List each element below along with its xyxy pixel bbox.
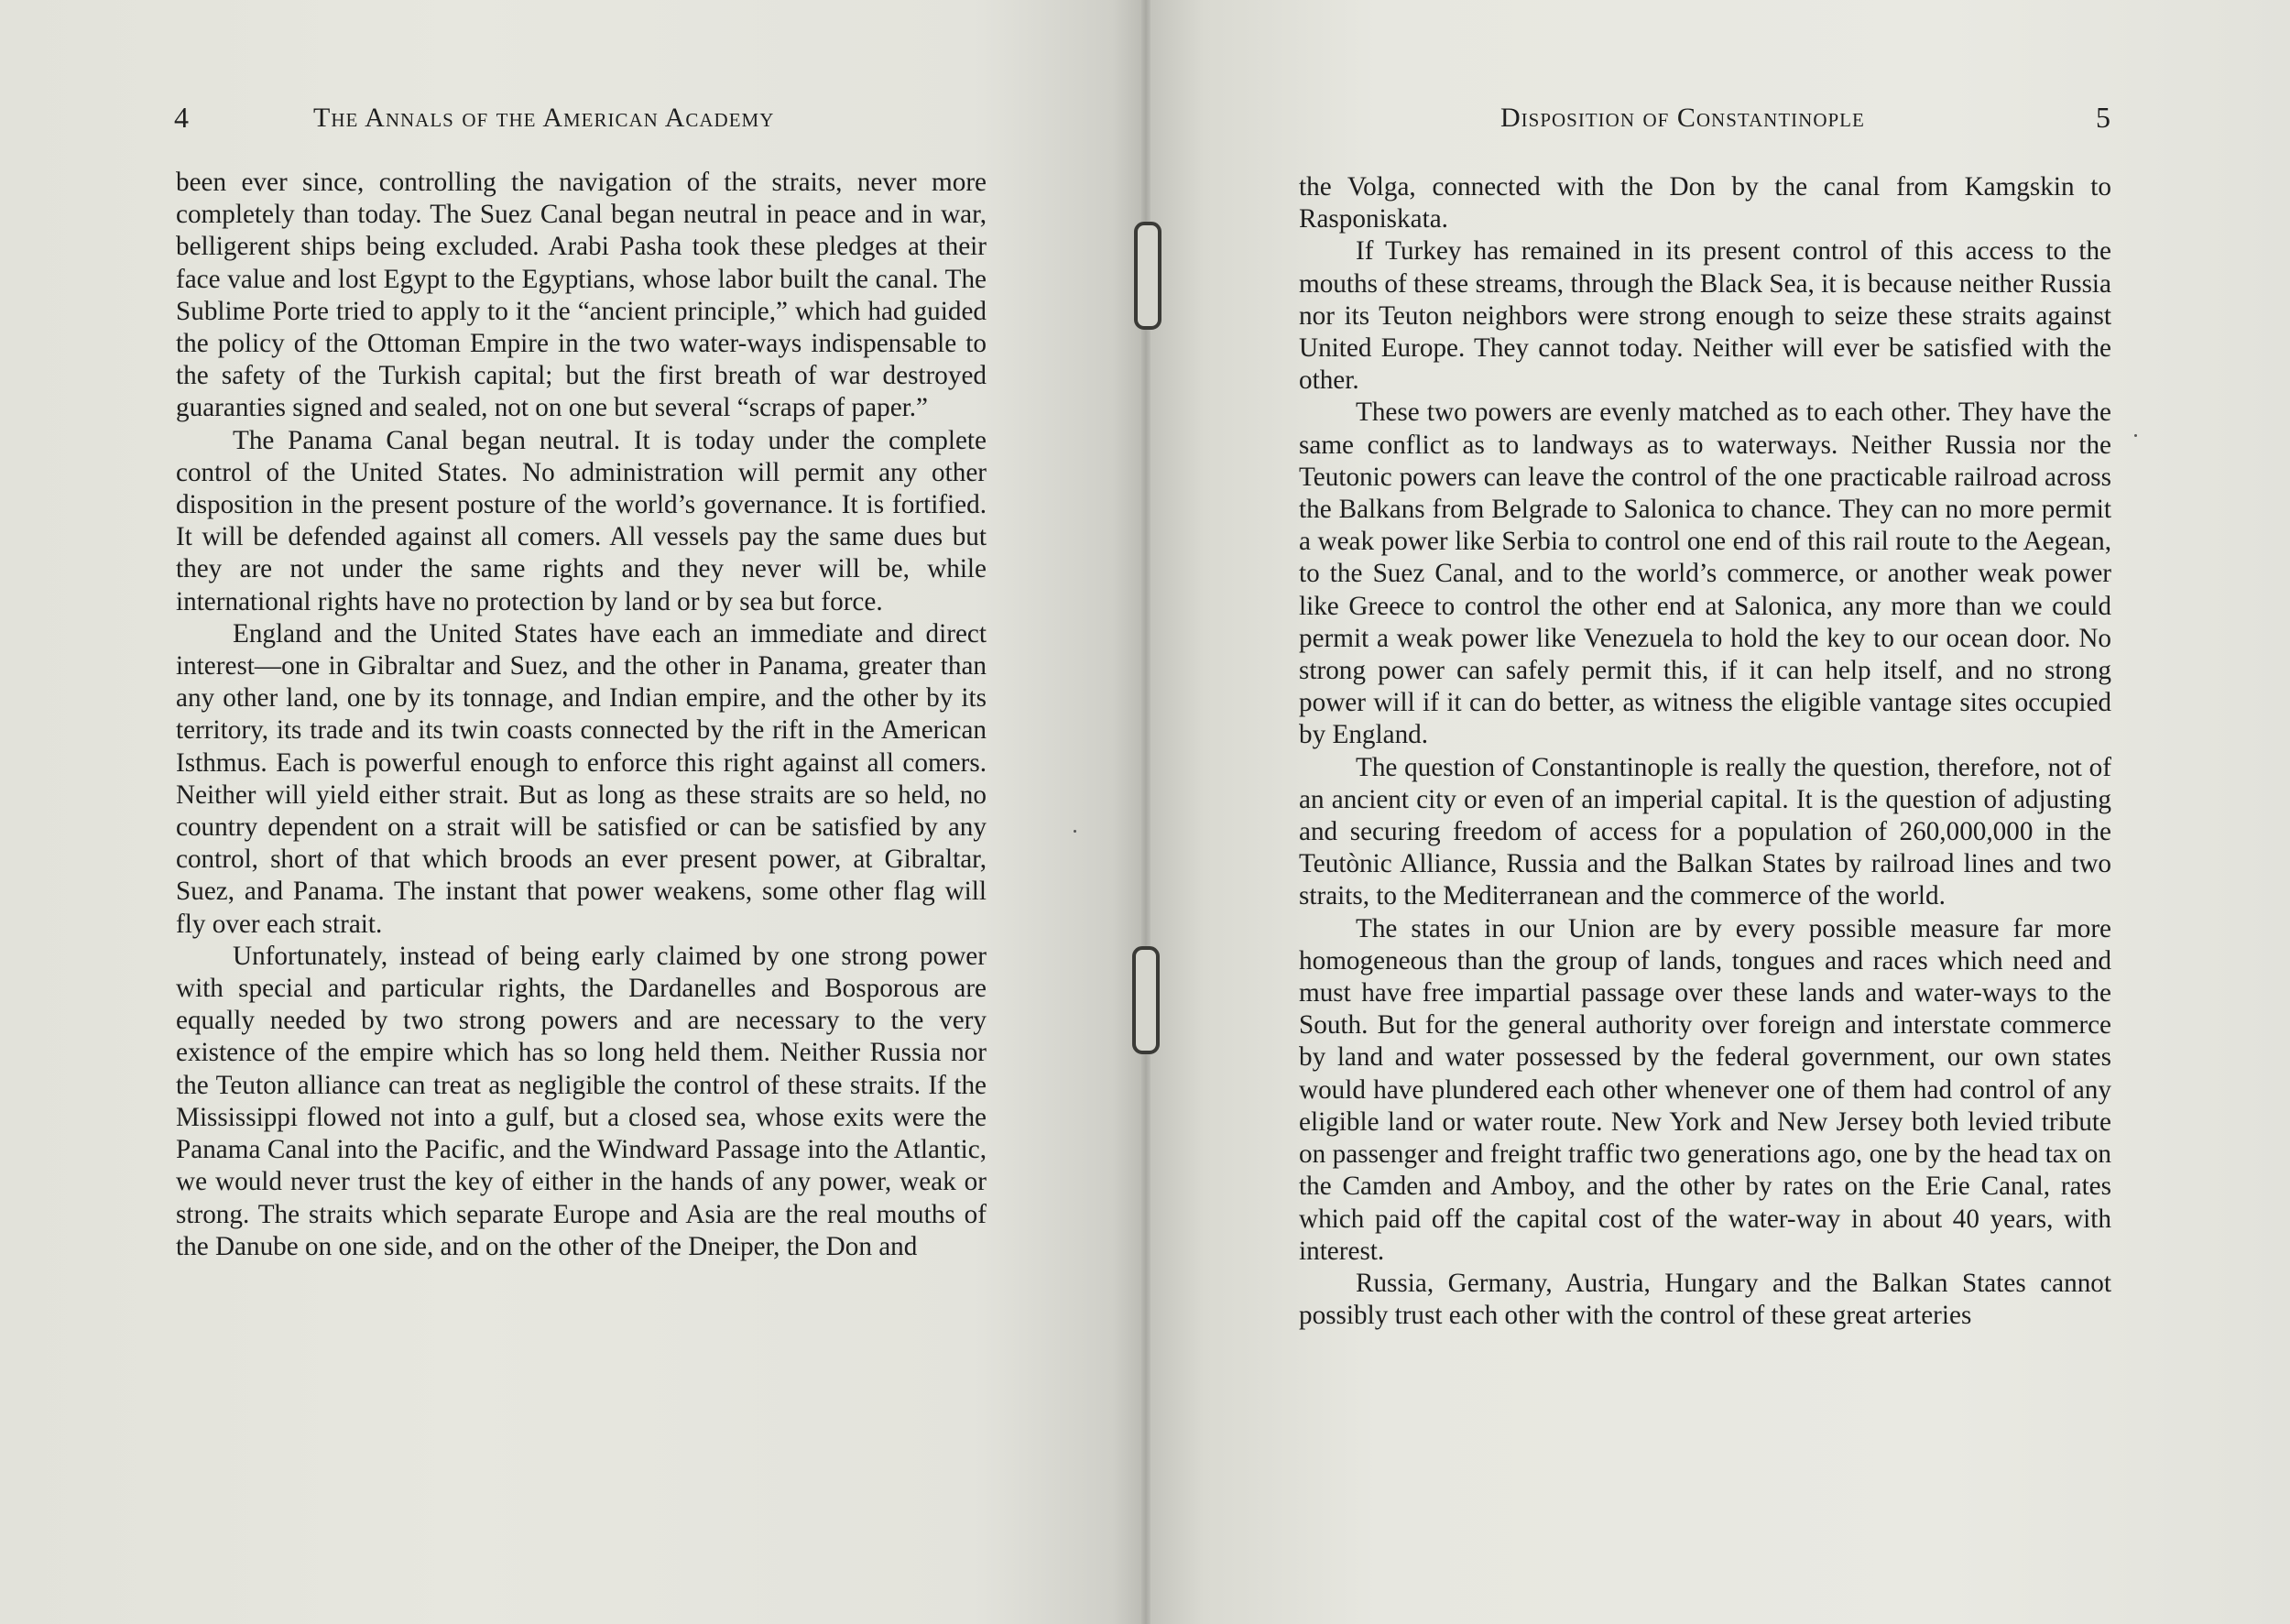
staple-icon [1132, 946, 1160, 1054]
paragraph: the Volga, connected with the Don by the canal from Kamgskin to Rasponiskata. [1299, 172, 2111, 234]
page-number: 5 [2096, 101, 2110, 134]
paragraph: England and the United States have each an immediate and direct interest—one in Gibraltar and Suez, and the other in Panama, greater than any other land, one by its tonnage, and Indian empire, and the other by its territory, its trade and its twin coasts connected by the rift in the American Isthmus. Each is powerful enough to enforce this right against all comers. Neither will yield either strait. But as long as these straits are so held, no country dependent on a strait will be satisfied or can be satisfied by any control, short of that which broods an ever present power, at Gibraltar, Suez, and Panama. The instant that power weakens, some other flag will fly over each strait. [176, 618, 987, 939]
running-head: Disposition of Constantinople [1500, 103, 1865, 133]
paper-speck [1074, 830, 1076, 833]
running-head: The Annals of the American Academy [313, 103, 775, 133]
paragraph: The states in our Union are by every possible measure far more homogeneous than the group of lands, tongues and races which need and must have free impartial passage over these lands and water-ways to the South. But for the general authority over foreign and interstate commerce by land and water possessed by the federal government, our own states would have plundered each other whenever one of them had control of any eligible land or water route. New York and New Jersey both levied tribute on passenger and freight traffic two generations ago, one by the head tax on the Camden and Amboy, and the other by rates on the Erie Canal, rates which paid off the capital cost of the water-way in about 40 years, with interest. [1299, 913, 2111, 1266]
paragraph: The question of Constantinople is really the question, therefore, not of an ancient city or even of an imperial capital. It is the question of adjusting and securing freedom of access for a population of 260,000,000 in the Teutònic Alliance, Russia and the Balkan States by railroad lines and two straits, to the Mediterranean and the commerce of the world. [1299, 752, 2111, 911]
right-page [1147, 0, 2290, 1624]
paragraph: Russia, Germany, Austria, Hungary and the Balkan States cannot possibly trust each other with the control of these great arteries [1299, 1268, 2111, 1331]
page-number: 4 [174, 101, 189, 134]
paragraph: If Turkey has remained in its present control of this access to the mouths of these streams, through the Black Sea, it is because neither Russia nor its Teuton neighbors were strong enough to seize these straits against United Europe. They cannot today. Neither will ever be satisfied with the other. [1299, 236, 2111, 396]
paragraph: The Panama Canal began neutral. It is today under the complete control of the United States. No administration will permit any other disposition in the present posture of the world’s governance. It is fortified. It will be defended against all comers. All vessels pay the same dues but they are not under the same rights and they never will be, while international rights have no protection by land or by sea but force. [176, 425, 987, 616]
paragraph: been ever since, controlling the navigation of the straits, never more completely than today. The Suez Canal began neutral in peace and in war, belligerent ships being excluded. Arabi Pasha took these pledges at their face value and lost Egypt to the Egyptians, whose labor built the canal. The Sublime Porte tried to apply to it the “ancient principle,” which had guided the policy of the Ottoman Empire in the two water-ways indispensable to the safety of the Turkish capital; but the first breath of war destroyed guaranties signed and sealed, not on one but several “scraps of paper.” [176, 168, 987, 423]
paragraph: Unfortunately, instead of being early claimed by one strong power with special and particular rights, the Dardanelles and Bosporous are equally needed by two strong powers and are necessary to the very existence of the empire which has so long held them. Neither Russia nor the Teuton alliance can treat as negligible the control of these straits. If the Mississippi flowed not into a gulf, but a closed sea, whose exits were the Panama Canal into the Pacific, and the Windward Passage into the Atlantic, we would never trust the key of either in the hands of any power, weak or strong. The straits which separate Europe and Asia are the real mouths of the Danube on one side, and on the other of the Dneiper, the Don and [176, 941, 987, 1261]
paragraph: These two powers are evenly matched as to each other. They have the same conflict as to landways as to waterways. Neither Russia nor the Teutonic powers can leave the control of the one practicable railroad across the Balkans from Belgrade to Salonica to chance. They can no more permit a weak power like Serbia to control one end of this rail route to the Aegean, to the Suez Canal, and to the world’s commerce, or another weak power like Greece to control the other end at Salonica, any more than we could permit a weak power like Venezuela to hold the key to our ocean door. No strong power can safely permit this, if it can help itself, and no strong power will if it can do better, as witness the eligible vantage sites occupied by England. [1299, 398, 2111, 750]
staple-icon [1134, 222, 1161, 330]
paper-speck [2134, 434, 2137, 437]
body-text [176, 167, 987, 1263]
body-text [1299, 171, 2111, 1332]
